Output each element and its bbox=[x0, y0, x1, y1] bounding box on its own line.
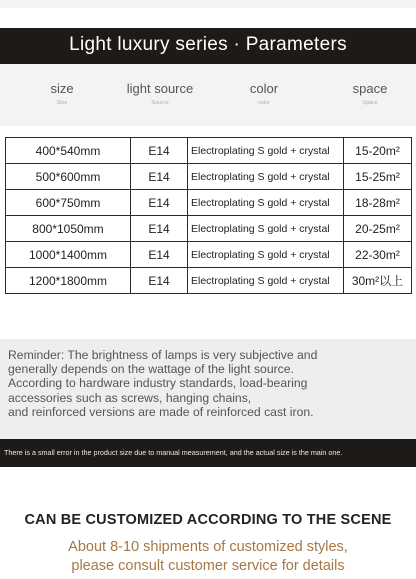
cell-color: Electroplating S gold + crystal bbox=[188, 216, 344, 242]
header-color bbox=[238, 81, 290, 106]
header-color-sub: color bbox=[258, 100, 270, 106]
cell-light-source: E14 bbox=[131, 268, 188, 294]
parameter-table bbox=[5, 137, 412, 294]
cell-size: 800*1050mm bbox=[6, 216, 131, 242]
cell-light-source: E14 bbox=[131, 190, 188, 216]
cell-size: 500*600mm bbox=[6, 164, 131, 190]
cell-light-source: E14 bbox=[131, 242, 188, 268]
table-row bbox=[6, 268, 412, 294]
cell-size: 1000*1400mm bbox=[6, 242, 131, 268]
table-row bbox=[6, 164, 412, 190]
header-space-label: space bbox=[352, 81, 388, 96]
cell-space: 18-28m² bbox=[344, 190, 412, 216]
cell-color: Electroplating S gold + crystal bbox=[188, 164, 344, 190]
reminder-line: Reminder: The brightness of lamps is very subjective and bbox=[8, 348, 318, 362]
header-light-source-sub: Source bbox=[151, 100, 169, 106]
cell-space: 22-30m² bbox=[344, 242, 412, 268]
reminder-line: generally depends on the wattage of the light source. bbox=[8, 362, 294, 377]
header-size-label: size bbox=[50, 81, 74, 96]
table-row bbox=[6, 242, 412, 268]
header-light-source-label: light source bbox=[126, 81, 194, 96]
header-size bbox=[40, 81, 84, 106]
cell-light-source: E14 bbox=[131, 216, 188, 242]
header-color-label: color bbox=[249, 81, 279, 96]
cell-space: 30m²以上 bbox=[344, 268, 412, 294]
reminder-text bbox=[8, 348, 410, 419]
customization-heading: CAN BE CUSTOMIZED ACCORDING TO THE SCENE bbox=[24, 512, 392, 528]
spacer bbox=[0, 305, 416, 339]
table-row bbox=[6, 138, 412, 164]
cell-space: 15-20m² bbox=[344, 138, 412, 164]
header-size-sub: Size bbox=[56, 100, 68, 106]
cell-color: Electroplating S gold + crystal bbox=[188, 268, 344, 294]
top-band bbox=[0, 0, 416, 8]
reminder-line: accessories such as screws, hanging chains, bbox=[8, 390, 252, 405]
parameter-header bbox=[0, 64, 416, 126]
cell-light-source: E14 bbox=[131, 164, 188, 190]
table-row bbox=[6, 190, 412, 216]
cell-size: 400*540mm bbox=[6, 138, 131, 164]
reminder-line: According to hardware industry standards, load-bearing bbox=[8, 376, 308, 391]
cell-space: 20-25m² bbox=[344, 216, 412, 242]
cell-space: 15-25m² bbox=[344, 164, 412, 190]
header-space bbox=[346, 81, 394, 106]
customization-line: About 8-10 shipments of customized styles, bbox=[68, 539, 348, 555]
customization-line: please consult customer service for details bbox=[71, 558, 345, 574]
cell-color: Electroplating S gold + crystal bbox=[188, 138, 344, 164]
measurement-note: There is a small error in the product size due to manual measurement, and the actual size is the main one. bbox=[4, 448, 343, 457]
cell-light-source: E14 bbox=[131, 138, 188, 164]
header-space-sub: Space bbox=[362, 100, 378, 106]
page-title: Light luxury series · Parameters bbox=[69, 34, 347, 55]
title-bar bbox=[0, 28, 416, 64]
table-row bbox=[6, 216, 412, 242]
cell-size: 600*750mm bbox=[6, 190, 131, 216]
cell-color: Electroplating S gold + crystal bbox=[188, 242, 344, 268]
measurement-note-bar bbox=[0, 439, 416, 467]
header-light-source bbox=[120, 81, 200, 106]
reminder-line: and reinforced versions are made of reinforced cast iron. bbox=[8, 404, 314, 419]
cell-color: Electroplating S gold + crystal bbox=[188, 190, 344, 216]
reminder-panel bbox=[0, 339, 416, 439]
cell-size: 1200*1800mm bbox=[6, 268, 131, 294]
